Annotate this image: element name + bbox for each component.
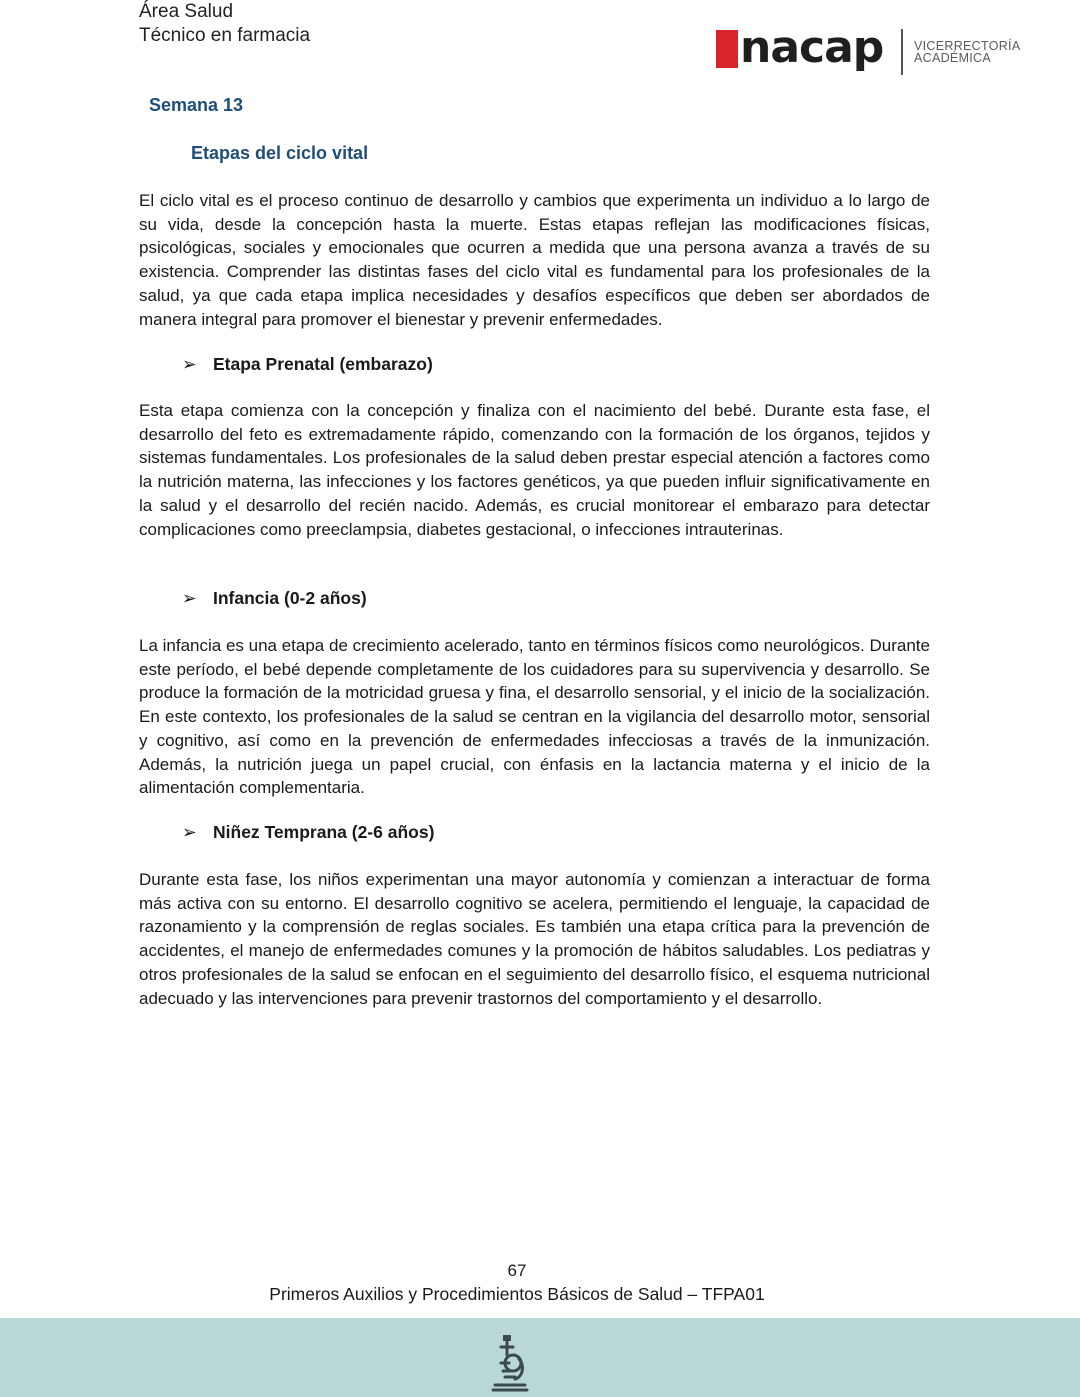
microscope-icon [489,1333,531,1393]
stage-heading-ninez [182,822,434,843]
intro-paragraph: El ciclo vital es el proceso continuo de desarrollo y cambios que experimenta un individuo a lo largo de su vida, desde la concepción hasta la muerte. Estas etapas reflejan las modificaciones físicas, psicológicas, sociales y emocionales que ocurren a medida que una persona avanza a través de su existencia. Comprender las distintas fases del ciclo vital es fundamental para los profesionales de la salud, ya que cada etapa implica necesidades y desafíos específicos que deben ser abordados de manera integral para promover el bienestar y prevenir enfermedades. [139,191,930,329]
inacap-logo [716,22,1021,82]
logo-divider [901,29,903,75]
stage-heading-prenatal [182,354,433,375]
week-heading: Semana 13 [149,95,244,115]
stage-title: Etapa Prenatal (embarazo) [213,354,433,374]
arrow-bullet-icon: ➢ [182,822,197,842]
stage-heading-infancia [182,588,367,609]
logo-subtitle-line-1: VICERRECTORÍA [914,39,1021,53]
program-label: Técnico en farmacia [139,25,311,46]
page-number: 67 [507,1261,527,1280]
footer-band [0,1318,1080,1397]
logo-subtitle [914,40,1020,64]
stage-title: Infancia (0-2 años) [213,588,367,608]
area-label: Área Salud [139,1,234,22]
logo-wordmark: nacap [740,22,884,73]
logo-subtitle-line-2: ACADÉMICA [914,51,992,65]
stage-paragraph-ninez: Durante esta fase, los niños experimentan una mayor autonomía y comienzan a interactuar de forma más activa con su entorno. El desarrollo cognitivo se acelera, permitiendo el lenguaje, la capacidad de razonamiento y la comprensión de reglas sociales. Es también una etapa crítica para la prevención de accidentes, el manejo de enfermedades comunes y la promoción de hábitos saludables. Los pediatras y otros profesionales de la salud se enfocan en el seguimiento del desarrollo físico, el esquema nutricional adecuado y las intervenciones para prevenir trastornos del comportamiento y el desarrollo. [139,870,930,1008]
stage-title: Niñez Temprana (2-6 años) [213,822,435,842]
logo-red-block [716,30,738,68]
document-header [139,0,310,48]
course-title: Primeros Auxilios y Procedimientos Básicos de Salud – TFPA01 [269,1284,765,1304]
arrow-bullet-icon: ➢ [182,354,197,374]
arrow-bullet-icon: ➢ [182,588,197,608]
section-title: Etapas del ciclo vital [191,143,369,163]
stage-paragraph-prenatal: Esta etapa comienza con la concepción y finaliza con el nacimiento del bebé. Durante esta fase, el desarrollo del feto es extremadamente rápido, comenzando con la formación de los órganos, tejidos y sistemas fundamentales. Los profesionales de la salud deben prestar especial atención a factores como la nutrición materna, las infecciones y los factores genéticos, ya que pueden influir significativamente en la salud y el desarrollo del recién nacido. Además, es crucial monitorear el embarazo para detectar complicaciones como preeclampsia, diabetes gestacional, o infecciones intrauterinas. [139,401,930,539]
stage-paragraph-infancia: La infancia es una etapa de crecimiento acelerado, tanto en términos físicos como neurológicos. Durante este período, el bebé depende completamente de los cuidadores para su supervivencia y desarrollo. Se produce la formación de la motricidad gruesa y fina, el desarrollo sensorial, y el inicio de la socialización. En este contexto, los profesionales de la salud se centran en la vigilancia del desarrollo motor, sensorial y cognitivo, así como en la prevención de enfermedades infecciosas a través de la inmunización. Además, la nutrición juega un papel crucial, con énfasis en la lactancia materna y el inicio de la alimentación complementaria. [139,636,930,798]
